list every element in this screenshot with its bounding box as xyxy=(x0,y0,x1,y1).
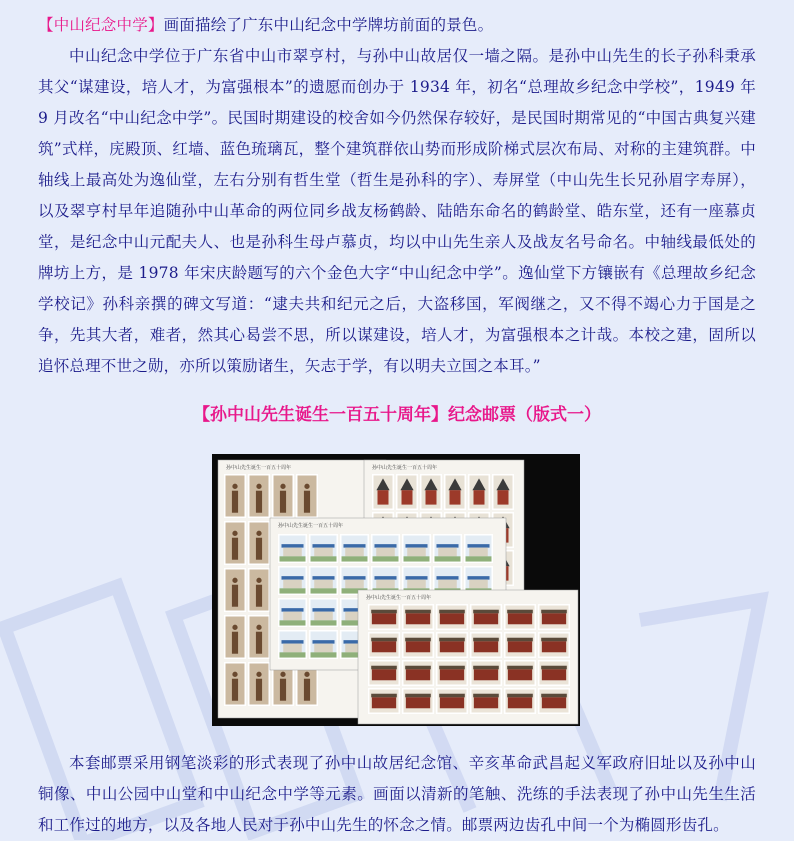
stamp xyxy=(464,534,493,563)
stamp xyxy=(402,688,434,714)
stamp xyxy=(340,534,369,563)
stamp xyxy=(436,604,468,630)
stamp xyxy=(368,604,400,630)
stamp xyxy=(436,660,468,686)
stamp xyxy=(538,632,570,658)
stamp-sheets-illustration xyxy=(212,454,580,726)
stamp xyxy=(420,474,442,510)
stamp xyxy=(402,604,434,630)
stamp xyxy=(368,660,400,686)
stamp xyxy=(368,632,400,658)
stamp xyxy=(309,566,338,595)
stamp xyxy=(402,632,434,658)
stamp xyxy=(278,566,307,595)
stamp xyxy=(436,688,468,714)
stamp xyxy=(224,568,246,612)
stamp xyxy=(309,598,338,627)
stamp xyxy=(470,632,502,658)
stamp-sheet-halls xyxy=(358,590,578,724)
stamp xyxy=(248,615,270,659)
sheet-caption: 孙中山先生诞生一百五十周年 xyxy=(372,465,438,471)
closing-paragraph: 本套邮票采用钢笔淡彩的形式表现了孙中山故居纪念馆、辛亥革命武昌起义军政府旧址以及孙中山铜像、中山公园中山堂和中山纪念中学等元素。画面以清新的笔触、洗练的手法表现了孙中山先生生活和工作过的地方，以及各地人民对于孙中山先生的怀念之情。邮票两边齿孔中间一个为椭圆形齿孔。 xyxy=(38,754,756,834)
sheet-caption: 孙中山先生诞生一百五十周年 xyxy=(226,465,292,471)
sheet-caption: 孙中山先生诞生一百五十周年 xyxy=(366,595,432,601)
stamp xyxy=(470,660,502,686)
stamp xyxy=(248,662,270,706)
stamp xyxy=(538,688,570,714)
stamp xyxy=(296,474,318,518)
stamp xyxy=(433,534,462,563)
stamp xyxy=(224,615,246,659)
stamp xyxy=(368,688,400,714)
sheet-caption: 孙中山先生诞生一百五十周年 xyxy=(278,523,344,529)
stamp xyxy=(468,474,490,510)
stamp xyxy=(248,568,270,612)
stamp-sheets-image xyxy=(212,454,580,726)
stamp xyxy=(504,604,536,630)
stamp xyxy=(248,521,270,565)
body-paragraph: 中山纪念中学位于广东省中山市翠亨村，与孙中山故居仅一墙之隔。是孙中山先生的长子孙科秉承其父“谋建设，培人才，为富强根本”的遗愿而创办于 1934 年，初名“总理故乡纪念中学校”，1949 年 9 月改名“中山纪念中学”。民国时期建设的校舍如今仍然保存较好，是民国时期常见的“中国古典复兴建筑”式样，庑殿顶、红墙、蓝色琉璃瓦，整个建筑群依山势而形成阶梯式层次布局、对称的主建筑群。中轴线上最高处为逸仙堂，左右分别有哲生堂（哲生是孙科的字）、寿屏堂（中山先生长兄孙眉字寿屏），以及翠亨村早年追随孙中山革命的两位同乡战友杨鹤龄、陆皓东命名的鹤龄堂、皓东堂，还有一座慕贞堂，是纪念中山元配夫人、也是孙科生母卢慕贞，均以中山先生亲人及战友名号命名。中轴线最低处的牌坊上方，是 1978 年宋庆龄题写的六个金色大字“中山纪念中学”。逸仙堂下方镶嵌有《总理故乡纪念学校记》孙科亲撰的碑文写道：“逮夫共和纪元之后，大盗移国，军阀继之，又不得不竭心力于国是之争，先其大者，难者，然其心曷尝不思，所以谋建设，培人才，为富强根本之计哉。本校之建，固所以追怀总理不世之勋，亦所以策励诸生，矢志于学，有以明夫立国之本耳。” xyxy=(38,47,756,375)
stamp xyxy=(504,688,536,714)
stamp xyxy=(248,474,270,518)
intro-text: 画面描绘了广东中山纪念中学牌坊前面的景色。 xyxy=(163,16,494,34)
stamp xyxy=(504,660,536,686)
stamp xyxy=(444,474,466,510)
stamp xyxy=(396,474,418,510)
stamp xyxy=(278,598,307,627)
stamp xyxy=(278,630,307,659)
stamp xyxy=(492,474,514,510)
stamp xyxy=(538,604,570,630)
stamp xyxy=(272,474,294,518)
stamp xyxy=(402,660,434,686)
stamp xyxy=(372,474,394,510)
stamp xyxy=(278,534,307,563)
stamp xyxy=(402,534,431,563)
stamp xyxy=(538,660,570,686)
stamp xyxy=(309,630,338,659)
stamp xyxy=(436,632,468,658)
intro-paragraph xyxy=(38,10,756,41)
stamp xyxy=(224,474,246,518)
stamp xyxy=(470,688,502,714)
stamp xyxy=(309,534,338,563)
section-title: 【孙中山先生诞生一百五十周年】纪念邮票（版式一） xyxy=(193,405,601,425)
stamp xyxy=(224,662,246,706)
stamp xyxy=(224,521,246,565)
stamp xyxy=(504,632,536,658)
intro-tag: 【中山纪念中学】 xyxy=(38,16,164,34)
stamp xyxy=(470,604,502,630)
stamp xyxy=(371,534,400,563)
